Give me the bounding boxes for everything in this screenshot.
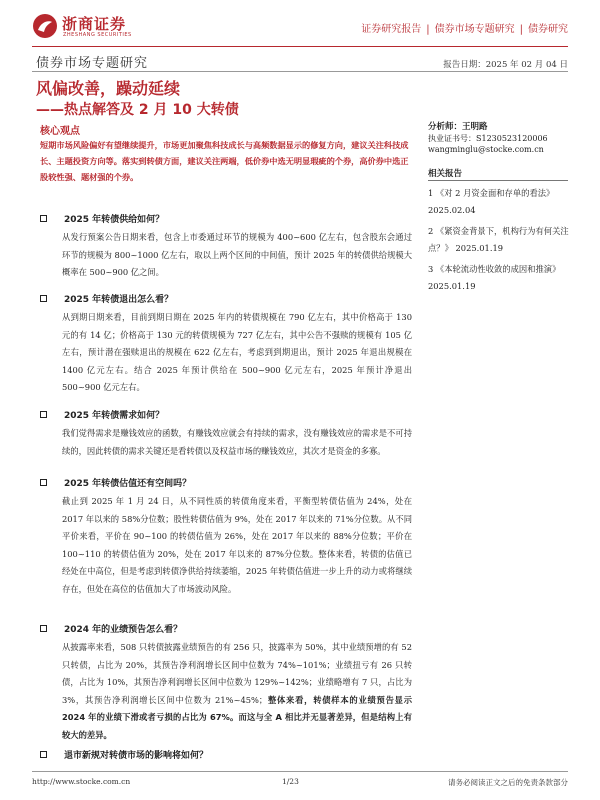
nav-item-bond-research: 债券研究 bbox=[528, 24, 568, 35]
section-body-text: 从披露率来看，508 只转债披露业绩预告的有 256 只，披露率为 50%，其中业绩预增的有 52 只转债，占比为 20%，其预告净利润增长区间中位数为 74%~101%；业绩扭亏有 26 只转债，占比为 10%，其预告净利润增长区间中位数为 129%~142%；业绩略增有 7 只，占比为 3%，其预告净利润增长区间中位数为 21%~45%； bbox=[62, 642, 412, 705]
brand-name: 浙商证券 bbox=[62, 15, 127, 33]
nav-item-research-report: 证券研究报告 bbox=[361, 24, 422, 35]
section-supply bbox=[40, 212, 412, 282]
bullet-square-icon bbox=[40, 411, 47, 418]
bullet-square-icon bbox=[40, 295, 47, 302]
brand-name-en: ZHESHANG SECURITIES bbox=[63, 32, 132, 38]
section-body: 截止到 2025 年 1 月 24 日，从不同性质的转债角度来看，平衡型转债估值为 24%，处在 2017 年以来的 58%分位数；股性转债估值为 9%，处在 2017 年以来的 71%分位数。从不同平价来看，平价在 90~100 的转债估值为 26%，处在 2017 年以来的 88%分位数；平价在 100~110 的转债估值为 20%，处在 2017 年以来的 87%分位数。整体来看，转债的估值已经处在中高位，但是考虑到转债净供给持续萎缩，2025 年转债估值进一步上升的动力或将继续存在，但处在高位的估值加大了市场波动风险。 bbox=[62, 496, 412, 594]
page-header bbox=[32, 10, 568, 44]
section-body-emphasis: 整体来看，转债样本的业绩预告显示 2024 年的业绩下滑或者亏损的占比为 67%。而这与全 A 相比并无显著差异，但是结构上有较大的差异。 bbox=[62, 694, 412, 740]
analyst-info bbox=[428, 122, 570, 155]
section-demand bbox=[40, 408, 412, 460]
bullet-square-icon bbox=[40, 625, 47, 632]
section-body: 从到期日期来看，目前到期日期在 2025 年内的转债规模在 790 亿左右，其中价格高于 130 元的有 14 亿；价格高于 130 元的转债规模为 727 亿左右，其中公告不强赎的规模有 105 亿左右，预计潜在强赎退出的规模在 622 亿左右，考虑到到期退出，预计 2025 年退出规模在 1400 亿元左右。结合 2025 年预计供给在 500~900 亿元左右，2025 年预计净退出 500~900 亿元左右。 bbox=[62, 312, 412, 393]
analyst-name: 分析师：王明路 bbox=[428, 122, 488, 132]
section-exit bbox=[40, 292, 412, 397]
related-report-item[interactable]: 3 《本轮流动性收敛的成因和推演》 2025.01.19 bbox=[428, 264, 561, 291]
brand-logo bbox=[32, 12, 162, 42]
section-title: 2025 年转债供给如何？ bbox=[64, 215, 165, 225]
section-delisting bbox=[40, 748, 412, 762]
section-body: 我们觉得需求是赚钱效应的函数，有赚钱效应就会有持续的需求，没有赚钱效应的需求是不可持续的，因此转债的需求关键还是看转债以及权益市场的赚钱效应，其次才是资金的多寡。 bbox=[62, 428, 412, 456]
section-body bbox=[40, 639, 412, 745]
page-title: 风偏改善，躁动延续 bbox=[36, 79, 181, 98]
footer-divider bbox=[32, 771, 568, 772]
analyst-email[interactable]: wangminglu@stocke.com.cn bbox=[428, 145, 544, 154]
header-nav: 证券研究报告 | 债券市场专题研究 | 债券研究 bbox=[361, 20, 568, 35]
page-footer bbox=[32, 771, 568, 795]
section-title: 2025 年转债估值还有空间吗？ bbox=[64, 479, 192, 489]
bullet-square-icon bbox=[40, 215, 47, 222]
section-title: 退市新规对转债市场的影响将如何？ bbox=[64, 751, 209, 761]
footer-url[interactable]: http://www.stocke.com.cn bbox=[32, 777, 131, 786]
section-body: 从发行预案公告日期来看，包含上市委通过环节的规模为 400~600 亿左右，包含股东会通过环节的规模为 800~1000 亿左右，取以上两个区间的中间值，预计 2025 年的转债供给规模大概率在 500~900 亿之间。 bbox=[62, 232, 412, 278]
title-divider bbox=[32, 71, 568, 72]
related-report-item[interactable]: 1 《对 2 月资金面和存单的看法》 2025.02.04 bbox=[428, 188, 555, 215]
brand-logo-icon bbox=[32, 13, 58, 39]
section-valuation bbox=[40, 476, 412, 599]
section-title: 2025 年转债需求如何？ bbox=[64, 411, 165, 421]
report-type: 债券市场专题研究 bbox=[36, 56, 149, 71]
related-reports-list bbox=[428, 185, 570, 299]
section-earnings bbox=[40, 622, 412, 745]
section-title: 2025 年转债退出怎么看？ bbox=[64, 295, 174, 305]
footer-disclaimer: 请务必阅读正文之后的免责条款部分 bbox=[448, 778, 568, 787]
bullet-square-icon bbox=[40, 479, 47, 486]
bullet-square-icon bbox=[40, 751, 47, 758]
header-divider bbox=[32, 46, 568, 47]
report-date: 报告日期：2025 年 02 月 04 日 bbox=[443, 60, 568, 70]
analyst-cert: 执业证书号：S1230523120006 bbox=[428, 134, 548, 143]
related-report-item[interactable]: 2 《紧资金背景下，机构行为有何关注点？》 2025.01.19 bbox=[428, 226, 569, 253]
page-number: 1/23 bbox=[282, 777, 299, 786]
core-view-heading: 核心观点 bbox=[40, 126, 80, 137]
related-reports-heading: 相关报告 bbox=[428, 169, 463, 179]
core-view-text: 短期市场风险偏好有望继续提升，市场更加聚焦科技成长与高频数据显示的修复方向，建议关注科技成长、主题投资方向等。落实到转债方面，建议关注两端，低价券中选无明显瑕疵的个券，高价券中选正股较性强、题材强的个券。 bbox=[40, 140, 409, 182]
page-subtitle: ——热点解答及 2 月 10 大转债 bbox=[36, 102, 239, 118]
section-title: 2024 年的业绩预告怎么看？ bbox=[64, 625, 183, 635]
related-reports-divider bbox=[428, 180, 568, 181]
nav-item-bond-topic: 债券市场专题研究 bbox=[434, 24, 515, 35]
